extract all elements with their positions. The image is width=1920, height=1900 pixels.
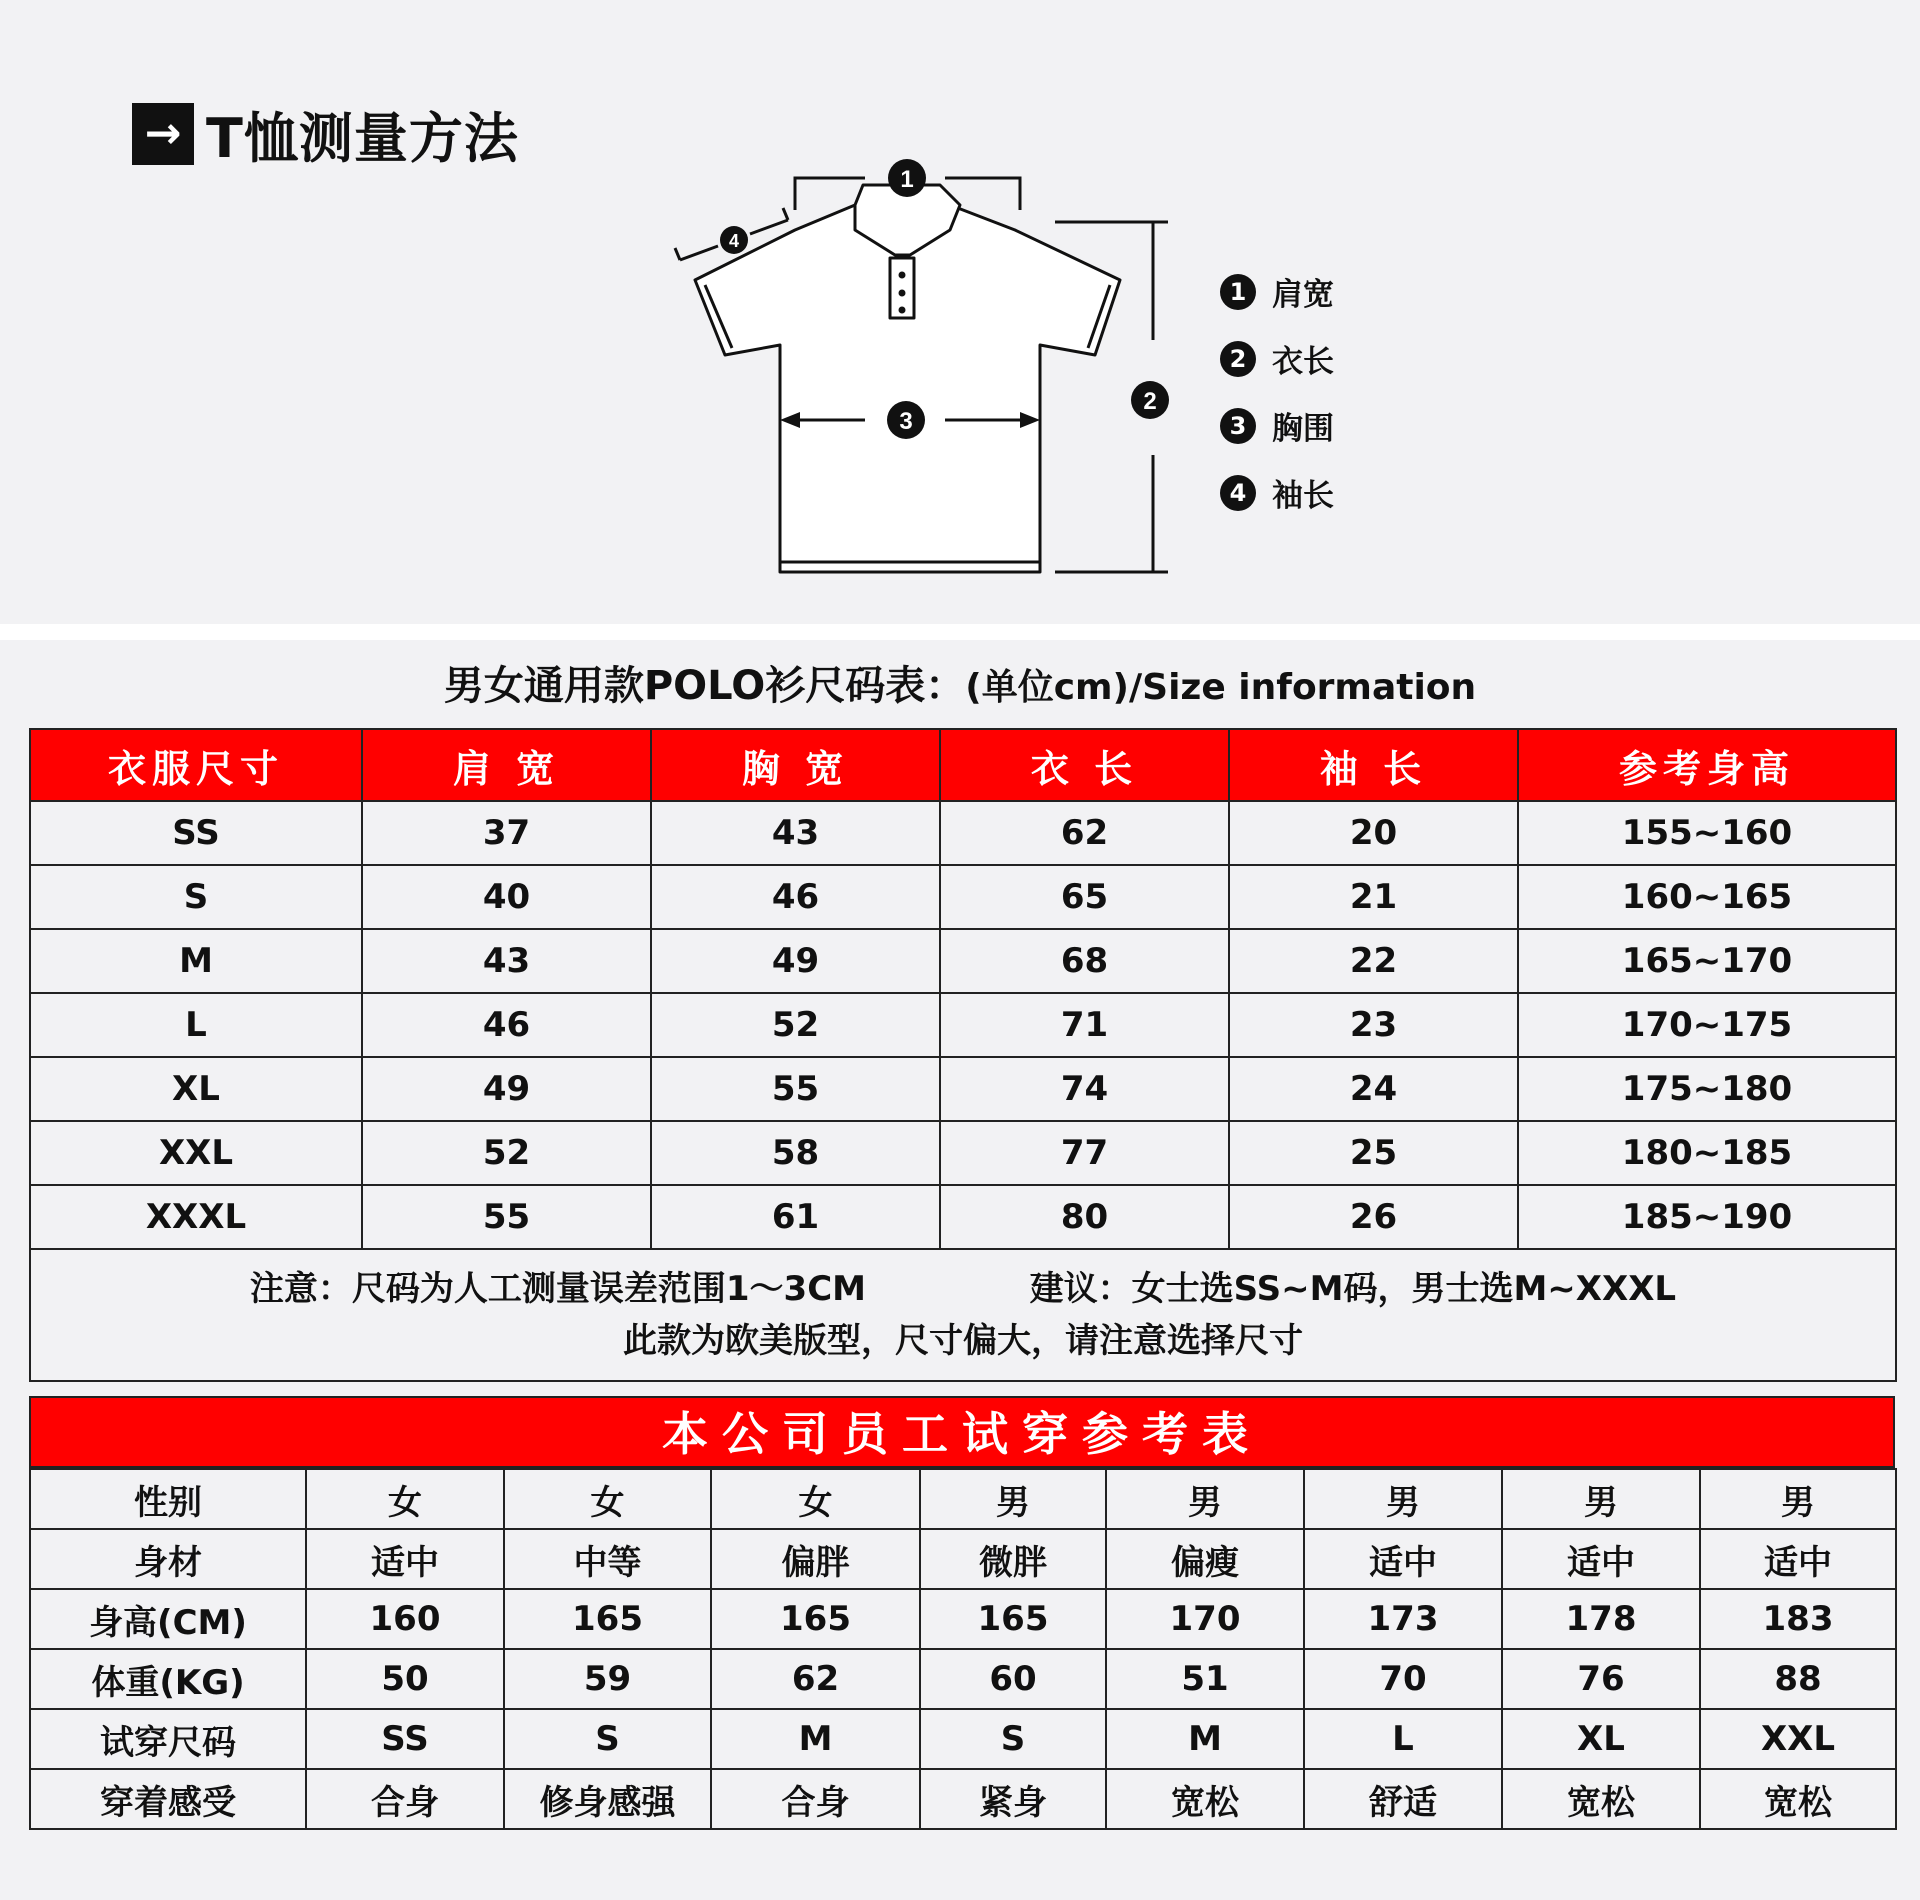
note-cell bbox=[30, 1249, 1896, 1381]
table-cell: 185~190 bbox=[1518, 1185, 1896, 1249]
measurement-legend bbox=[1220, 258, 1334, 526]
table-cell: 88 bbox=[1700, 1649, 1896, 1709]
table-cell: 62 bbox=[940, 801, 1229, 865]
table-cell: 50 bbox=[306, 1649, 504, 1709]
table-cell: 175~180 bbox=[1518, 1057, 1896, 1121]
table-cell: 43 bbox=[362, 929, 651, 993]
table-cell: 46 bbox=[362, 993, 651, 1057]
measurement-heading bbox=[132, 100, 519, 168]
legend-item bbox=[1220, 392, 1334, 459]
note-row bbox=[30, 1249, 1896, 1381]
legend-item bbox=[1220, 325, 1334, 392]
legend-number: 1 bbox=[1220, 274, 1256, 310]
size-row bbox=[30, 929, 1896, 993]
row-label-cell: XXXL bbox=[30, 1185, 362, 1249]
table-cell: XL bbox=[1502, 1709, 1700, 1769]
table-cell: 偏瘦 bbox=[1106, 1529, 1304, 1589]
size-chart-title bbox=[0, 654, 1920, 711]
table-cell: 偏胖 bbox=[711, 1529, 920, 1589]
table-cell: 20 bbox=[1229, 801, 1518, 865]
table-cell: 165 bbox=[504, 1589, 711, 1649]
table-cell: S bbox=[504, 1709, 711, 1769]
table-cell: M bbox=[711, 1709, 920, 1769]
table-cell: 49 bbox=[651, 929, 940, 993]
table-cell: 紧身 bbox=[920, 1769, 1106, 1829]
table-cell: 59 bbox=[504, 1649, 711, 1709]
table-cell: 165~170 bbox=[1518, 929, 1896, 993]
table-cell: 适中 bbox=[1304, 1529, 1502, 1589]
table-cell: 适中 bbox=[1700, 1529, 1896, 1589]
table-cell: 178 bbox=[1502, 1589, 1700, 1649]
table-cell: 宽松 bbox=[1502, 1769, 1700, 1829]
table-cell: 合身 bbox=[711, 1769, 920, 1829]
legend-number: 3 bbox=[1220, 408, 1256, 444]
table-cell: 46 bbox=[651, 865, 940, 929]
size-chart-title-sub: (单位cm)/Size information bbox=[965, 667, 1477, 708]
table-cell: 160 bbox=[306, 1589, 504, 1649]
table-cell: 60 bbox=[920, 1649, 1106, 1709]
trial-row bbox=[30, 1769, 1896, 1829]
row-label-cell: 试穿尺码 bbox=[30, 1709, 306, 1769]
legend-label: 袖长 bbox=[1272, 478, 1334, 514]
legend-item bbox=[1220, 258, 1334, 325]
table-cell: 宽松 bbox=[1106, 1769, 1304, 1829]
table-cell: 170~175 bbox=[1518, 993, 1896, 1057]
table-cell: 52 bbox=[651, 993, 940, 1057]
table-cell: 修身感强 bbox=[504, 1769, 711, 1829]
table-cell: 160~165 bbox=[1518, 865, 1896, 929]
table-cell: 23 bbox=[1229, 993, 1518, 1057]
legend-label: 衣长 bbox=[1272, 344, 1334, 380]
size-chart-title-main: 男女通用款POLO衫尺码表： bbox=[443, 663, 966, 709]
trial-row bbox=[30, 1589, 1896, 1649]
row-label-cell: 身高(CM) bbox=[30, 1589, 306, 1649]
table-cell: 170 bbox=[1106, 1589, 1304, 1649]
table-cell: 77 bbox=[940, 1121, 1229, 1185]
table-cell: 43 bbox=[651, 801, 940, 865]
size-chart-table bbox=[29, 728, 1897, 1382]
table-cell: L bbox=[1304, 1709, 1502, 1769]
trial-row bbox=[30, 1469, 1896, 1529]
table-cell: 21 bbox=[1229, 865, 1518, 929]
table-cell: S bbox=[920, 1709, 1106, 1769]
legend-number: 4 bbox=[1220, 475, 1256, 511]
table-cell: 173 bbox=[1304, 1589, 1502, 1649]
table-cell: 男 bbox=[1502, 1469, 1700, 1529]
note-error-range: 注意：尺码为人工测量误差范围1～3CM bbox=[249, 1269, 866, 1309]
section-divider bbox=[0, 624, 1920, 640]
legend-number: 2 bbox=[1220, 341, 1256, 377]
column-header: 胸 宽 bbox=[651, 729, 940, 801]
table-cell: 22 bbox=[1229, 929, 1518, 993]
row-label-cell: SS bbox=[30, 801, 362, 865]
column-header: 衣 长 bbox=[940, 729, 1229, 801]
note-suggestion: 建议：女士选SS~M码，男士选M~XXXL bbox=[1029, 1269, 1677, 1309]
row-label-cell: 体重(KG) bbox=[30, 1649, 306, 1709]
table-cell: 微胖 bbox=[920, 1529, 1106, 1589]
marker-1: 1 bbox=[900, 166, 914, 193]
table-cell: 女 bbox=[711, 1469, 920, 1529]
table-cell: 女 bbox=[306, 1469, 504, 1529]
column-header: 肩 宽 bbox=[362, 729, 651, 801]
table-cell: 中等 bbox=[504, 1529, 711, 1589]
table-cell: 62 bbox=[711, 1649, 920, 1709]
row-label-cell: 穿着感受 bbox=[30, 1769, 306, 1829]
table-cell: 71 bbox=[940, 993, 1229, 1057]
column-header: 袖 长 bbox=[1229, 729, 1518, 801]
table-cell: SS bbox=[306, 1709, 504, 1769]
row-label-cell: XL bbox=[30, 1057, 362, 1121]
table-cell: 55 bbox=[651, 1057, 940, 1121]
table-header-row bbox=[30, 729, 1896, 801]
table-cell: 25 bbox=[1229, 1121, 1518, 1185]
size-row bbox=[30, 1185, 1896, 1249]
table-cell: 男 bbox=[1700, 1469, 1896, 1529]
table-cell: 74 bbox=[940, 1057, 1229, 1121]
marker-3: 3 bbox=[899, 408, 913, 435]
table-cell: 男 bbox=[1106, 1469, 1304, 1529]
table-cell: 宽松 bbox=[1700, 1769, 1896, 1829]
table-cell: 183 bbox=[1700, 1589, 1896, 1649]
table-cell: 80 bbox=[940, 1185, 1229, 1249]
table-cell: 舒适 bbox=[1304, 1769, 1502, 1829]
trial-row bbox=[30, 1649, 1896, 1709]
size-row bbox=[30, 993, 1896, 1057]
row-label-cell: 性别 bbox=[30, 1469, 306, 1529]
table-cell: 76 bbox=[1502, 1649, 1700, 1709]
row-label-cell: XXL bbox=[30, 1121, 362, 1185]
legend-item bbox=[1220, 459, 1334, 526]
size-row bbox=[30, 801, 1896, 865]
table-cell: 58 bbox=[651, 1121, 940, 1185]
note-fit-warning: 此款为欧美版型，尺寸偏大，请注意选择尺寸 bbox=[623, 1321, 1303, 1361]
row-label-cell: S bbox=[30, 865, 362, 929]
size-row bbox=[30, 865, 1896, 929]
size-row bbox=[30, 1121, 1896, 1185]
trial-row bbox=[30, 1709, 1896, 1769]
table-cell: 26 bbox=[1229, 1185, 1518, 1249]
trial-chart-title: 本公司员工试穿参考表 bbox=[29, 1396, 1895, 1468]
table-cell: 68 bbox=[940, 929, 1229, 993]
marker-4: 4 bbox=[728, 231, 740, 251]
table-cell: 55 bbox=[362, 1185, 651, 1249]
table-cell: 70 bbox=[1304, 1649, 1502, 1709]
marker-2: 2 bbox=[1143, 388, 1157, 415]
table-cell: 男 bbox=[920, 1469, 1106, 1529]
table-cell: 165 bbox=[920, 1589, 1106, 1649]
column-header: 参考身高 bbox=[1518, 729, 1896, 801]
legend-label: 肩宽 bbox=[1272, 277, 1334, 313]
legend-label: 胸围 bbox=[1272, 411, 1334, 447]
trial-chart-table bbox=[29, 1468, 1897, 1830]
table-cell: 适中 bbox=[306, 1529, 504, 1589]
table-cell: 24 bbox=[1229, 1057, 1518, 1121]
size-row bbox=[30, 1057, 1896, 1121]
table-cell: M bbox=[1106, 1709, 1304, 1769]
arrow-right-icon: → bbox=[132, 103, 194, 165]
row-label-cell: 身材 bbox=[30, 1529, 306, 1589]
table-cell: 49 bbox=[362, 1057, 651, 1121]
table-cell: 女 bbox=[504, 1469, 711, 1529]
table-cell: 65 bbox=[940, 865, 1229, 929]
table-cell: 165 bbox=[711, 1589, 920, 1649]
table-cell: XXL bbox=[1700, 1709, 1896, 1769]
table-cell: 61 bbox=[651, 1185, 940, 1249]
table-cell: 合身 bbox=[306, 1769, 504, 1829]
table-cell: 40 bbox=[362, 865, 651, 929]
table-cell: 37 bbox=[362, 801, 651, 865]
table-cell: 180~185 bbox=[1518, 1121, 1896, 1185]
column-header: 衣服尺寸 bbox=[30, 729, 362, 801]
polo-shirt-diagram bbox=[650, 150, 1190, 590]
page-title: T恤测量方法 bbox=[206, 106, 519, 170]
trial-row bbox=[30, 1529, 1896, 1589]
table-cell: 男 bbox=[1304, 1469, 1502, 1529]
row-label-cell: L bbox=[30, 993, 362, 1057]
table-cell: 155~160 bbox=[1518, 801, 1896, 865]
table-cell: 51 bbox=[1106, 1649, 1304, 1709]
table-cell: 适中 bbox=[1502, 1529, 1700, 1589]
row-label-cell: M bbox=[30, 929, 362, 993]
table-cell: 52 bbox=[362, 1121, 651, 1185]
